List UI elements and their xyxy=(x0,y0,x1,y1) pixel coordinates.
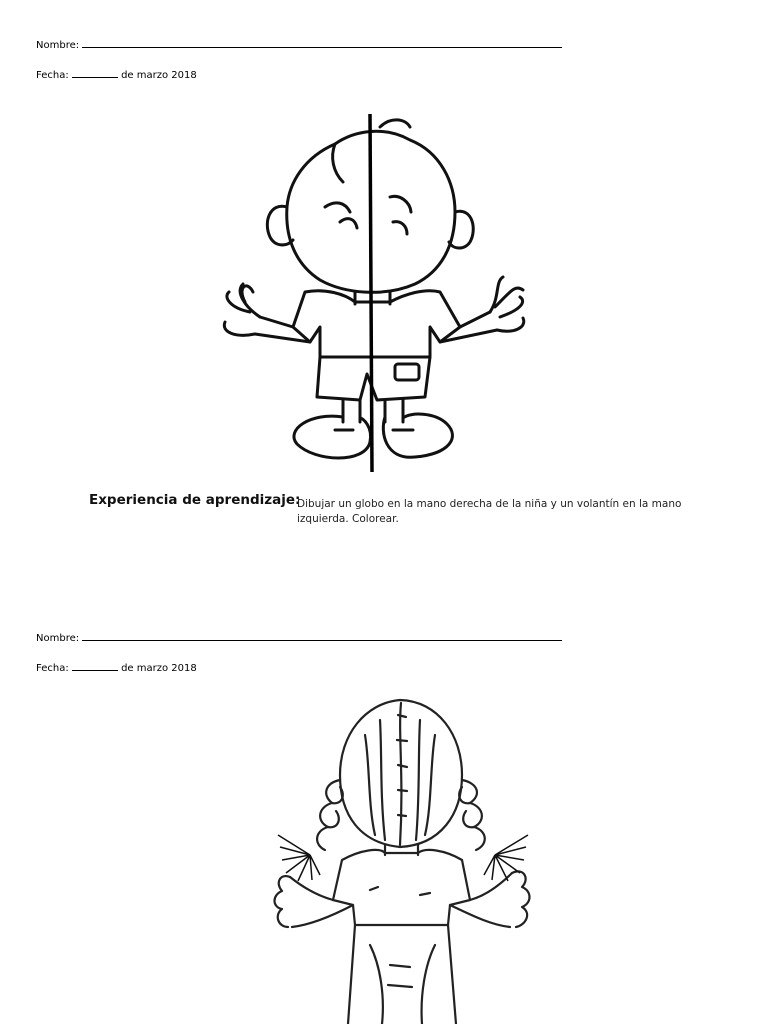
name-blank-1[interactable] xyxy=(82,37,562,48)
name-label-2: Nombre: xyxy=(36,633,80,644)
girl-illustration xyxy=(270,695,540,1024)
date-label-2: Fecha: xyxy=(36,663,69,674)
name-line-1 xyxy=(36,37,562,51)
activity-heading: Experiencia de aprendizaje: xyxy=(89,492,301,508)
name-line-2 xyxy=(36,630,562,644)
date-label-1: Fecha: xyxy=(36,70,69,81)
date-suffix-1: de marzo 2018 xyxy=(121,70,197,81)
name-label-1: Nombre: xyxy=(36,40,80,51)
date-blank-1[interactable] xyxy=(72,67,118,78)
date-suffix-2: de marzo 2018 xyxy=(121,663,197,674)
date-line-2 xyxy=(36,660,197,674)
date-line-1 xyxy=(36,67,197,81)
boy-illustration xyxy=(215,112,535,474)
name-blank-2[interactable] xyxy=(82,630,562,641)
activity-instructions: Dibujar un globo en la mano derecha de la niña y un volantín en la mano izquierda. Colorear. xyxy=(297,498,682,525)
date-blank-2[interactable] xyxy=(72,660,118,671)
